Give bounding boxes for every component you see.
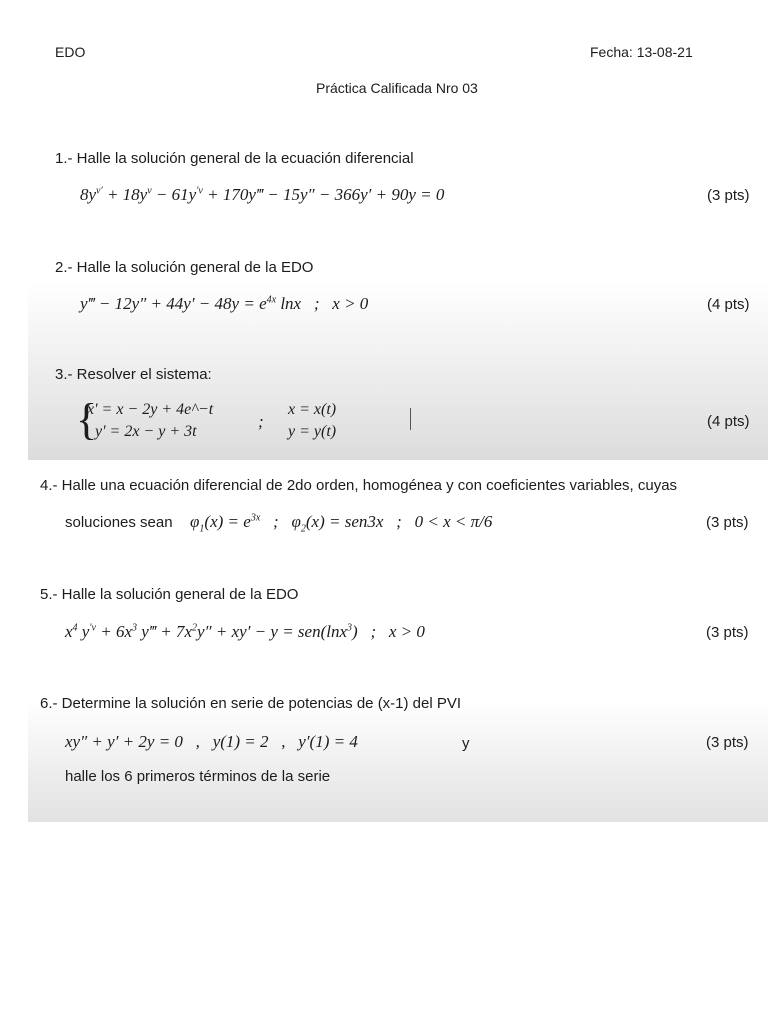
q5-points: (3 pts) [706, 624, 749, 641]
system-brace: { [76, 395, 98, 444]
q3-statement: 3.- Resolver el sistema: [55, 366, 212, 383]
q1-equation: $8y^{v'} + 18y^v - 61y^{'v}$ + 170y‴ − 15y″ − 366y′ + 90y = 0 [80, 185, 445, 204]
q3-def2: y = y(t) [288, 423, 337, 440]
q1-statement: 1.- Halle la solución general de la ecuación diferencial [55, 150, 414, 167]
q5-equation: $x^4$ $y^{'v} + 6x^3$ y‴ + $7x^2y'' + xy' - y = sen(\ln x^3)$ ; x > 0 [65, 622, 425, 641]
q3-def1: x = x(t) [288, 401, 337, 418]
q2-equation: y‴ − $12y'' + 44y' - 48y = e^{4x}$ lnx ; x > 0 [80, 294, 369, 313]
q3-eq1: x' = x − 2y + 4e^−t [87, 401, 214, 418]
q4-line2-text: soluciones sean [65, 514, 173, 531]
q6-points: (3 pts) [706, 734, 749, 751]
q4-statement: 4.- Halle una ecuación diferencial de 2do orden, homogénea y con coeficientes variables, cuyas [40, 477, 678, 494]
q2-points: (4 pts) [707, 296, 750, 313]
q6-line3: halle los 6 primeros términos de la serie [65, 768, 331, 785]
q6-equation: xy″ + y′ + 2y = 0 , y(1) = 2 , y′(1) = 4 [65, 732, 358, 751]
page-title: Práctica Calificada Nro 03 [316, 80, 478, 96]
q5-statement: 5.- Halle la solución general de la EDO [40, 586, 299, 603]
q4-line2-math: $\varphi_1(x) = e^{3x}$ ; $\varphi_2(x) = sen3x$ ; 0 < x < π/6 [190, 512, 493, 535]
q3-points: (4 pts) [707, 413, 750, 430]
text-cursor [410, 408, 411, 430]
q6-statement: 6.- Determine la solución en serie de potencias de (x-1) del PVI [40, 695, 462, 712]
q4-points: (3 pts) [706, 514, 749, 531]
date-label: Fecha: 13-08-21 [590, 44, 693, 60]
course-label: EDO [55, 44, 86, 60]
q6-conjunction: y [462, 735, 470, 752]
shaded-region-bottom [28, 700, 768, 822]
q2-statement: 2.- Halle la solución general de la EDO [55, 259, 314, 276]
q3-separator: ; [258, 412, 264, 431]
q1-points: (3 pts) [707, 187, 750, 204]
q3-eq2: y' = 2x − y + 3t [95, 423, 197, 440]
